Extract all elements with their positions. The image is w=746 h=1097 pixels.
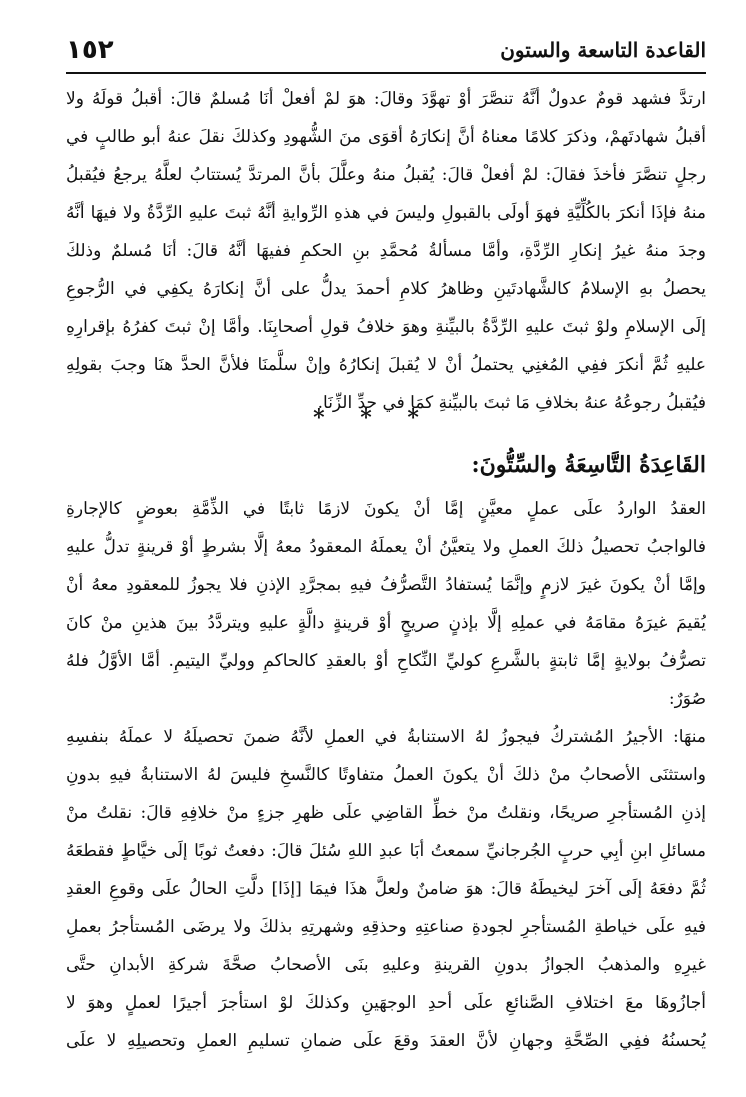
header-rule bbox=[66, 72, 706, 74]
section-separator: * * * bbox=[313, 405, 433, 431]
paragraph-rule-statement bbox=[66, 490, 706, 718]
text-line: أجازُوهَا معَ اختلافِ الصَّنائعِ علَى أحدِ الوجهَينِ وكذلكَ لوْ استأجرَ أجيرًا لعملٍ وهوَ لا bbox=[66, 993, 706, 1013]
text-line: واستثنَى الأصحابُ منْ ذلكَ أنْ يكونَ العملُ متفاوتًا كالنَّسخِ فليسَ لهُ الاستنابةُ فيهِ بدونِ bbox=[66, 765, 706, 785]
text-line: غيرِهِ والمذهبُ الجوازُ بدونِ القرينةِ وعليهِ بنَى الأصحابُ صحَّةَ شركةِ الأبدانِ حتَّى bbox=[66, 955, 706, 975]
text-line: أقبلُ شهادتَهمْ، وذكرَ كلامًا معناهُ أنَّ إنكارَهُ أقوَى منَ الشُّهودِ وكذلكَ نقلَ عنهُ أبو طالبٍ في bbox=[66, 127, 706, 147]
text-line: فيهِ علَى خياطةِ المُستأجرِ لجودةِ صناعتِهِ وحذقِهِ وشهرتِهِ بذلكَ ولا يرضَى المُستأجرُ بعملِ bbox=[66, 917, 706, 937]
text-line: تصرُّفُ بولايةٍ إمَّا ثابتةٍ بالشَّرعِ كوليِّ النِّكاحِ أوْ بالعقدِ كالحاكمِ ووليِّ اليتيمِ. أمَّا الأوَّلُ فلهُ bbox=[66, 651, 706, 671]
text-line: العقدُ الواردُ علَى عملٍ معيَّنٍ إمَّا أنْ يكونَ لازمًا ثابتًا في الذِّمَّةِ بعوضٍ كالإجارةِ bbox=[66, 499, 706, 519]
text-line: إلَى الإسلامِ ولوْ ثبتَ عليهِ الرِّدَّةُ بالبيِّنةِ وهوَ خلافُ قولِ أصحابِنَا. وأمَّا إنْ ثبتَ كفرُهُ بإقرارِهِ bbox=[66, 317, 706, 337]
page-header bbox=[66, 32, 706, 68]
text-line: ثُمَّ دفعَهُ إلَى آخرَ ليخيطَهُ قالَ: هوَ ضامنٌ ولعلَّ هذَا فيمَا [إذَا] دلَّتِ الحالُ علَى وقوعِ العقدِ bbox=[66, 879, 706, 899]
text-line: مسائلِ ابنِ أبِي حربٍ الجُرجانيِّ سمعتُ أبَا عبدِ اللهِ سُئلَ قالَ: دفعتُ ثوبًا إلَى خيَّاطٍ فقطعَهُ bbox=[66, 841, 706, 861]
text-line: يحصلُ بهِ الإسلامُ كالشَّهادتَينِ وظاهرُ كلامِ أحمدَ يدلُّ على أنَّ إنكارَهُ يكفِي في الرُّجوعِ bbox=[66, 279, 706, 299]
paragraph-common-hired-worker bbox=[66, 718, 706, 1060]
text-line: فيُقبلُ رجوعُهُ عنهُ بخلافِ مَا ثبتَ بالبيِّنةِ كمَا في حدِّ الزِّنَا. bbox=[317, 393, 706, 413]
text-line: فالواجبُ تحصيلُ ذلكَ العملِ ولا يتعيَّنُ أنْ يعملَهُ المعقودُ معهُ إلَّا بشرطٍ أوْ قرينةٍ تدلُّ عليهِ bbox=[66, 537, 706, 557]
text-line: منهُ فإذَا أنكرَ بالكُلِّيَّةِ فهوَ أولَى بالقبولِ وليسَ في هذهِ الرِّوايةِ أنَّهُ ثبتَ عليهِ الرِّدَّةُ ولا فيهَا أنَّهُ bbox=[66, 203, 706, 223]
text-line: منهَا: الأجيرُ المُشتركُ فيجوزُ لهُ الاستنابةُ في العملِ لأنَّهُ ضمنَ تحصيلَهُ لا عملَهُ بنفسِهِ bbox=[66, 727, 706, 747]
paragraph-ruling-on-apostate bbox=[66, 80, 706, 422]
text-line: صُوَرٌ: bbox=[668, 689, 706, 709]
text-line: رجلٍ تنصَّرَ فأخذَ فقالَ: لمْ أفعلْ قالَ: يُقبلُ منهُ وعلَّلَ بأنَّ المرتدَّ يُستتابُ لعلَّهُ يرجعُ فيُقبلُ bbox=[66, 165, 706, 185]
running-title: القاعدة التاسعة والستون bbox=[500, 38, 706, 62]
text-line: إذنِ المُستأجرِ صريحًا، ونقلتُ منْ خطِّ القاضِي علَى ظهرِ جزءٍ منْ خلافِهِ قالَ: نقلتُ منْ bbox=[66, 803, 706, 823]
text-line: وجدَ منهُ غيرُ إنكارِ الرِّدَّةِ، وأمَّا مسألةُ مُحمَّدِ بنِ الحكمِ ففيهَا أنَّهُ قالَ: أنَا مُسلمٌ وذلكَ bbox=[66, 241, 706, 261]
text-line: ارتدَّ فشهد قومٌ عدولٌ أنَّهُ تنصَّرَ أوْ تهوَّدَ وقالَ: هوَ لمْ أفعلْ أنَا مُسلمٌ قالَ: أقبلُ قولَهُ ولا bbox=[66, 89, 706, 109]
page-number: ١٥٢ bbox=[66, 35, 114, 65]
text-line: يُقيمَ غيرَهُ مقامَهُ في عملِهِ إلَّا بإذنٍ صريحٍ أوْ قرينةٍ دالَّةٍ عليهِ ويتردَّدُ بينَ هذينِ منْ كانَ bbox=[66, 613, 706, 633]
text-line: يُحسنُهُ ففِي الصِّحَّةِ وجهانِ لأنَّ العقدَ وقعَ علَى ضمانِ تسليمِ العملِ وتحصيلِهِ لا علَى bbox=[66, 1031, 706, 1051]
text-line: وإمَّا أنْ يكونَ غيرَ لازمٍ وإنَّمَا يُستفادُ التَّصرُّفُ فيهِ بمجرَّدِ الإذنِ فلا يجوزُ للمعقودِ معهُ أنْ bbox=[66, 575, 706, 595]
text-line: عليهِ ثُمَّ أنكرَ ففِي المُغنِي يحتملُ أنْ لا يُقبلَ إنكارُهُ وإنْ سلَّمنَا فلأنَّ الحدَّ هنَا وجبَ بقولِهِ bbox=[66, 355, 706, 375]
section-heading: القَاعِدَةُ التَّاسِعَةُ والسِّتُّونَ: bbox=[471, 452, 706, 478]
